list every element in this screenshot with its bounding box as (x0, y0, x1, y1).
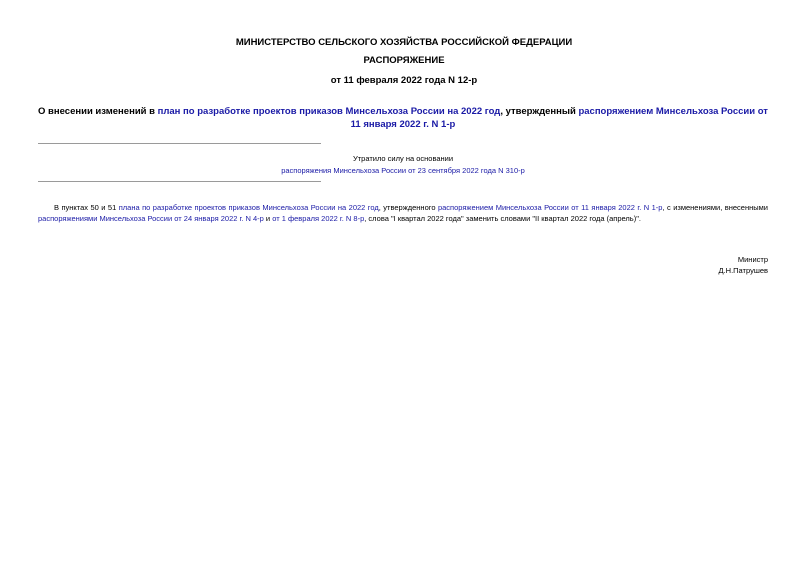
body-link-order-4r[interactable]: распоряжениями Минсельхоза России от 24 января 2022 г. N 4-р (38, 214, 264, 223)
body-paragraph (38, 202, 768, 224)
signatory-position: Министр (737, 255, 768, 264)
title-prefix: О внесении изменений в (38, 106, 158, 117)
divider-top (38, 143, 321, 144)
body-text-2: , утвержденного (378, 203, 438, 212)
body-text-5: , слова "I квартал 2022 года" заменить словами "II квартал 2022 года (апрель)". (364, 214, 641, 223)
body-text-1: В пунктах 50 и 51 (54, 203, 119, 212)
title-link-order[interactable]: распоряжением Минсельхоза России от 11 января 2022 г. N 1-р (350, 106, 768, 130)
body-link-plan[interactable]: плана по разработке проектов приказов Минсельхоза России на 2022 год (118, 203, 379, 212)
repeal-note (250, 153, 556, 177)
body-text-4: и (263, 214, 273, 223)
divider-bottom (38, 181, 321, 182)
title-link-plan[interactable]: план по разработке проектов приказов Минсельхоза России на 2022 год (157, 106, 501, 117)
body-link-order-8r[interactable]: от 1 февраля 2022 г. N 8-р (272, 214, 365, 223)
document-type: РАСПОРЯЖЕНИЕ (363, 55, 445, 66)
repeal-note-text: Утратило силу на основании (352, 154, 454, 163)
body-text-3: , с изменениями, внесенными (662, 203, 768, 212)
document-title (38, 105, 768, 131)
signatory-name: Д.Н.Патрушев (718, 266, 768, 275)
ministry-name: МИНИСТЕРСТВО СЕЛЬСКОГО ХОЗЯЙСТВА РОССИЙСКОЙ ФЕДЕРАЦИИ (235, 37, 573, 48)
document-date: от 11 февраля 2022 года N 12-р (330, 75, 478, 86)
repeal-note-link[interactable]: распоряжения Минсельхоза России от 23 сентября 2022 года N 310-р (281, 166, 525, 175)
title-middle: , утвержденный (500, 106, 579, 117)
body-link-order-1r[interactable]: распоряжением Минсельхоза России от 11 января 2022 г. N 1-р (437, 203, 663, 212)
signature-block (560, 254, 768, 276)
